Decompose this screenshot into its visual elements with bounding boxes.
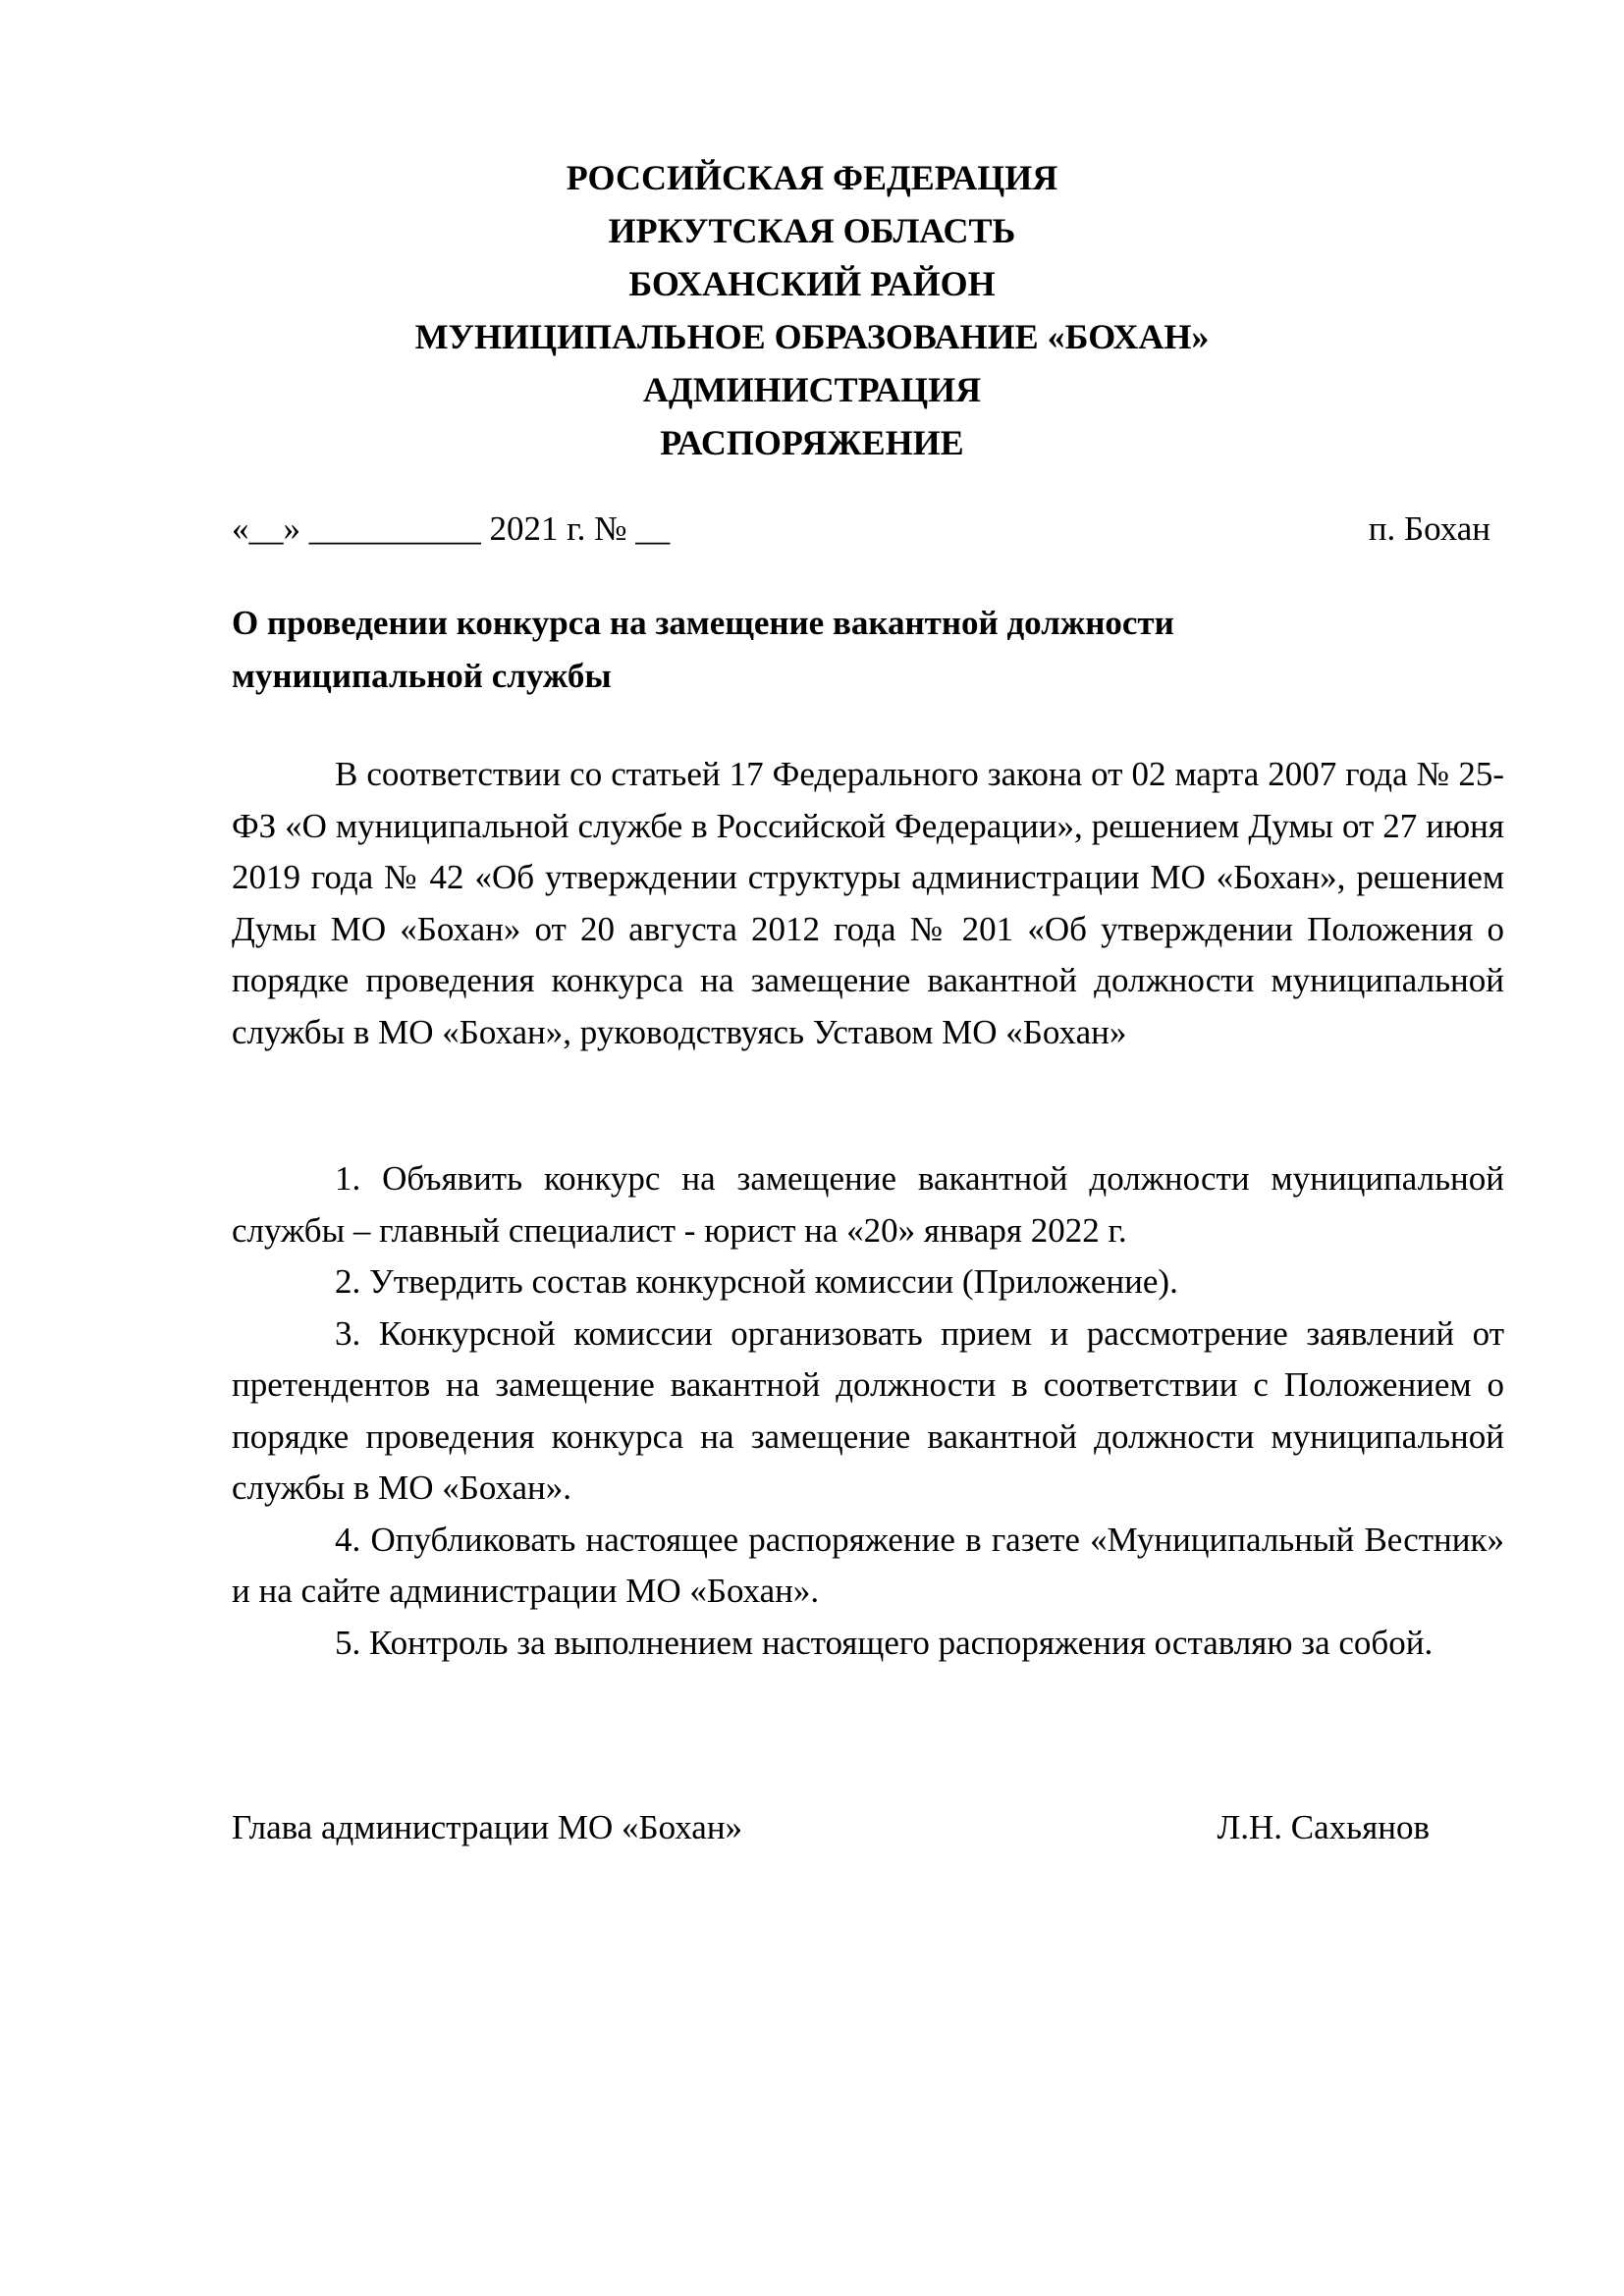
preamble-paragraph: В соответствии со статьей 17 Федерального закона от 02 марта 2007 года № 25-ФЗ «О муниципальной службе в Российской Федерации», решением Думы от 27 июня 2019 года № 42 «Об утверждении структуры администрации МО «Бохан», решением Думы МО «Бохан» от 20 августа 2012 года № 201 «Об утверждении Положения о порядке проведения конкурса на замещение вакантной должности муниципальной службы в МО «Бохан», руководствуясь Уставом МО «Бохан»: [232, 755, 1504, 1051]
document-subject: [232, 597, 1312, 703]
header-country: РОССИЙСКАЯ ФЕДЕРАЦИЯ: [566, 158, 1058, 197]
header-administration: АДМИНИСТРАЦИЯ: [642, 370, 982, 409]
order-item-2: 2. Утвердить состав конкурсной комиссии (Приложение).: [335, 1262, 1178, 1301]
signatory-position: Глава администрации МО «Бохан»: [232, 1808, 743, 1846]
header-region: ИРКУТСКАЯ ОБЛАСТЬ: [608, 211, 1016, 250]
signatory-name: Л.Н. Сахьянов: [1217, 1808, 1430, 1846]
date-and-number: «__» __________ 2021 г. № __: [232, 509, 671, 548]
subject-line-1: О проведении конкурса на замещение вакантной должности: [232, 604, 1174, 642]
order-item-3: 3. Конкурсной комиссии организовать прием и рассмотрение заявлений от претендентов на замещение вакантной должности в соответствии с Положением о порядке проведения конкурса на замещение вакантной должности муниципальной службы в МО «Бохан».: [232, 1313, 1504, 1507]
order-item-5: 5. Контроль за выполнением настоящего распоряжения оставляю за собой.: [335, 1623, 1434, 1662]
subject-line-2: муниципальной службы: [232, 657, 612, 695]
header-district: БОХАНСКИЙ РАЙОН: [628, 264, 996, 303]
place-of-issue: п. Бохан: [1368, 509, 1490, 548]
document-type-title: РАСПОРЯЖЕНИЕ: [660, 423, 964, 462]
order-item-1: 1. Объявить конкурс на замещение вакантной должности муниципальной службы – главный специалист - юрист на «20» января 2022 г.: [232, 1159, 1504, 1250]
header-municipality: МУНИЦИПАЛЬНОЕ ОБРАЗОВАНИЕ «БОХАН»: [414, 317, 1210, 356]
order-items: [232, 1153, 1504, 1669]
order-item-4: 4. Опубликовать настоящее распоряжение в газете «Муниципальный Вестник» и на сайте администрации МО «Бохан».: [232, 1520, 1504, 1610]
document-header: [0, 151, 1624, 469]
